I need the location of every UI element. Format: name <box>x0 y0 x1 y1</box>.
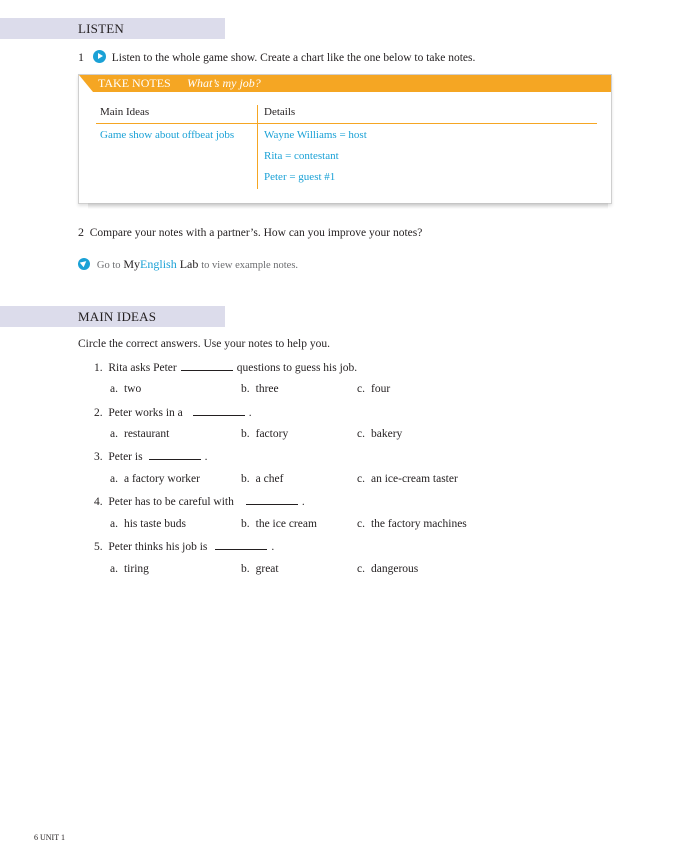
option-b[interactable] <box>241 473 283 485</box>
option-b[interactable] <box>241 383 279 395</box>
option-text: two <box>123 383 142 395</box>
brand-my: My <box>123 257 141 271</box>
take-notes-label: TAKE NOTES <box>98 76 171 90</box>
option-letter: c. <box>357 563 365 575</box>
myenglishlab-link-line <box>78 257 298 272</box>
option-letter: b. <box>241 563 250 575</box>
answer-blank <box>193 406 245 416</box>
option-text: a chef <box>255 473 284 485</box>
option-text: a factory worker <box>123 473 200 485</box>
option-letter: a. <box>110 563 118 575</box>
option-c[interactable] <box>357 428 402 440</box>
detail-cell: Rita = contestant <box>264 150 339 162</box>
option-letter: c. <box>357 383 365 395</box>
take-notes-subtitle: What’s my job? <box>187 76 261 90</box>
option-text: great <box>255 563 279 575</box>
answer-blank <box>215 540 267 550</box>
option-letter: a. <box>110 428 118 440</box>
option-letter: c. <box>357 473 365 485</box>
option-text: his taste buds <box>123 518 186 530</box>
option-letter: a. <box>110 383 118 395</box>
question-text-end: questions to guess his job. <box>236 362 358 374</box>
question-number: 1. <box>94 362 103 374</box>
option-text: factory <box>255 428 289 440</box>
option-text: four <box>370 383 391 395</box>
column-divider <box>257 105 258 189</box>
option-a[interactable] <box>110 518 186 530</box>
main-ideas-heading: MAIN IDEAS <box>78 309 157 324</box>
question-text-end: . <box>204 451 208 463</box>
option-a[interactable] <box>110 473 200 485</box>
option-text: restaurant <box>123 428 170 440</box>
question-4 <box>94 495 305 508</box>
question-number: 5. <box>94 541 103 553</box>
item-2-number: 2 <box>78 225 84 239</box>
question-2 <box>94 406 252 419</box>
detail-cell: Wayne Williams = host <box>264 129 367 141</box>
take-notes-corner <box>79 75 93 92</box>
detail-cell: Peter = guest #1 <box>264 171 336 183</box>
item-1-number: 1 <box>78 50 84 64</box>
option-letter: a. <box>110 473 118 485</box>
cursor-icon <box>78 258 90 270</box>
question-text: Peter thinks his job is <box>108 541 208 553</box>
question-3 <box>94 450 207 463</box>
answer-blank <box>149 450 201 460</box>
option-b[interactable] <box>241 518 317 530</box>
page-footer: 6 UNIT 1 <box>34 833 65 842</box>
audio-play-icon[interactable] <box>93 50 106 63</box>
option-c[interactable] <box>357 383 390 395</box>
question-text-end: . <box>271 541 275 553</box>
listen-heading: LISTEN <box>78 21 124 36</box>
option-letter: b. <box>241 473 250 485</box>
brand-lab: Lab <box>179 257 199 271</box>
listen-heading-band <box>0 18 225 39</box>
listen-item-1 <box>78 50 475 65</box>
question-1 <box>94 361 357 374</box>
option-letter: c. <box>357 428 365 440</box>
lab-suffix: to view example notes. <box>201 260 299 271</box>
question-text-end: . <box>248 407 252 419</box>
option-letter: b. <box>241 428 250 440</box>
option-text: bakery <box>370 428 403 440</box>
item-1-text: Listen to the whole game show. Create a chart like the one below to take notes. <box>111 52 476 64</box>
brand-english: English <box>140 257 177 271</box>
option-text: the ice cream <box>255 518 317 530</box>
lab-prefix: Go to <box>96 260 121 271</box>
myenglishlab-link[interactable] <box>123 257 198 271</box>
take-notes-box <box>78 74 612 204</box>
option-text: an ice-cream taster <box>370 473 458 485</box>
option-b[interactable] <box>241 563 279 575</box>
option-letter: a. <box>110 518 118 530</box>
option-text: tiring <box>123 563 149 575</box>
option-letter: b. <box>241 383 250 395</box>
option-c[interactable] <box>357 473 458 485</box>
question-text: Rita asks Peter <box>108 362 177 374</box>
option-text: dangerous <box>370 563 419 575</box>
column-details: Details <box>264 106 296 118</box>
question-number: 3. <box>94 451 103 463</box>
column-header-rule <box>96 123 597 124</box>
question-text: Peter works in a <box>108 407 183 419</box>
option-letter: c. <box>357 518 365 530</box>
option-b[interactable] <box>241 428 288 440</box>
question-text-end: . <box>301 496 305 508</box>
main-ideas-instruction: Circle the correct answers. Use your notes to help you. <box>78 338 330 350</box>
item-2-text: Compare your notes with a partner’s. How can you improve your notes? <box>89 227 423 239</box>
option-letter: b. <box>241 518 250 530</box>
question-5 <box>94 540 274 553</box>
notes-box-shadow <box>88 203 608 209</box>
option-a[interactable] <box>110 563 149 575</box>
answer-blank <box>181 361 233 371</box>
answer-blank <box>246 495 298 505</box>
question-text: Peter has to be careful with <box>108 496 234 508</box>
option-c[interactable] <box>357 518 467 530</box>
option-text: the factory machines <box>370 518 467 530</box>
option-text: three <box>255 383 279 395</box>
take-notes-header <box>79 75 611 92</box>
option-a[interactable] <box>110 383 141 395</box>
question-number: 4. <box>94 496 103 508</box>
option-a[interactable] <box>110 428 169 440</box>
option-c[interactable] <box>357 563 418 575</box>
question-text: Peter is <box>108 451 143 463</box>
main-idea-cell: Game show about offbeat jobs <box>100 129 235 141</box>
question-number: 2. <box>94 407 103 419</box>
column-main-ideas: Main Ideas <box>100 106 150 118</box>
main-ideas-heading-band <box>0 306 225 327</box>
listen-item-2 <box>78 225 422 240</box>
